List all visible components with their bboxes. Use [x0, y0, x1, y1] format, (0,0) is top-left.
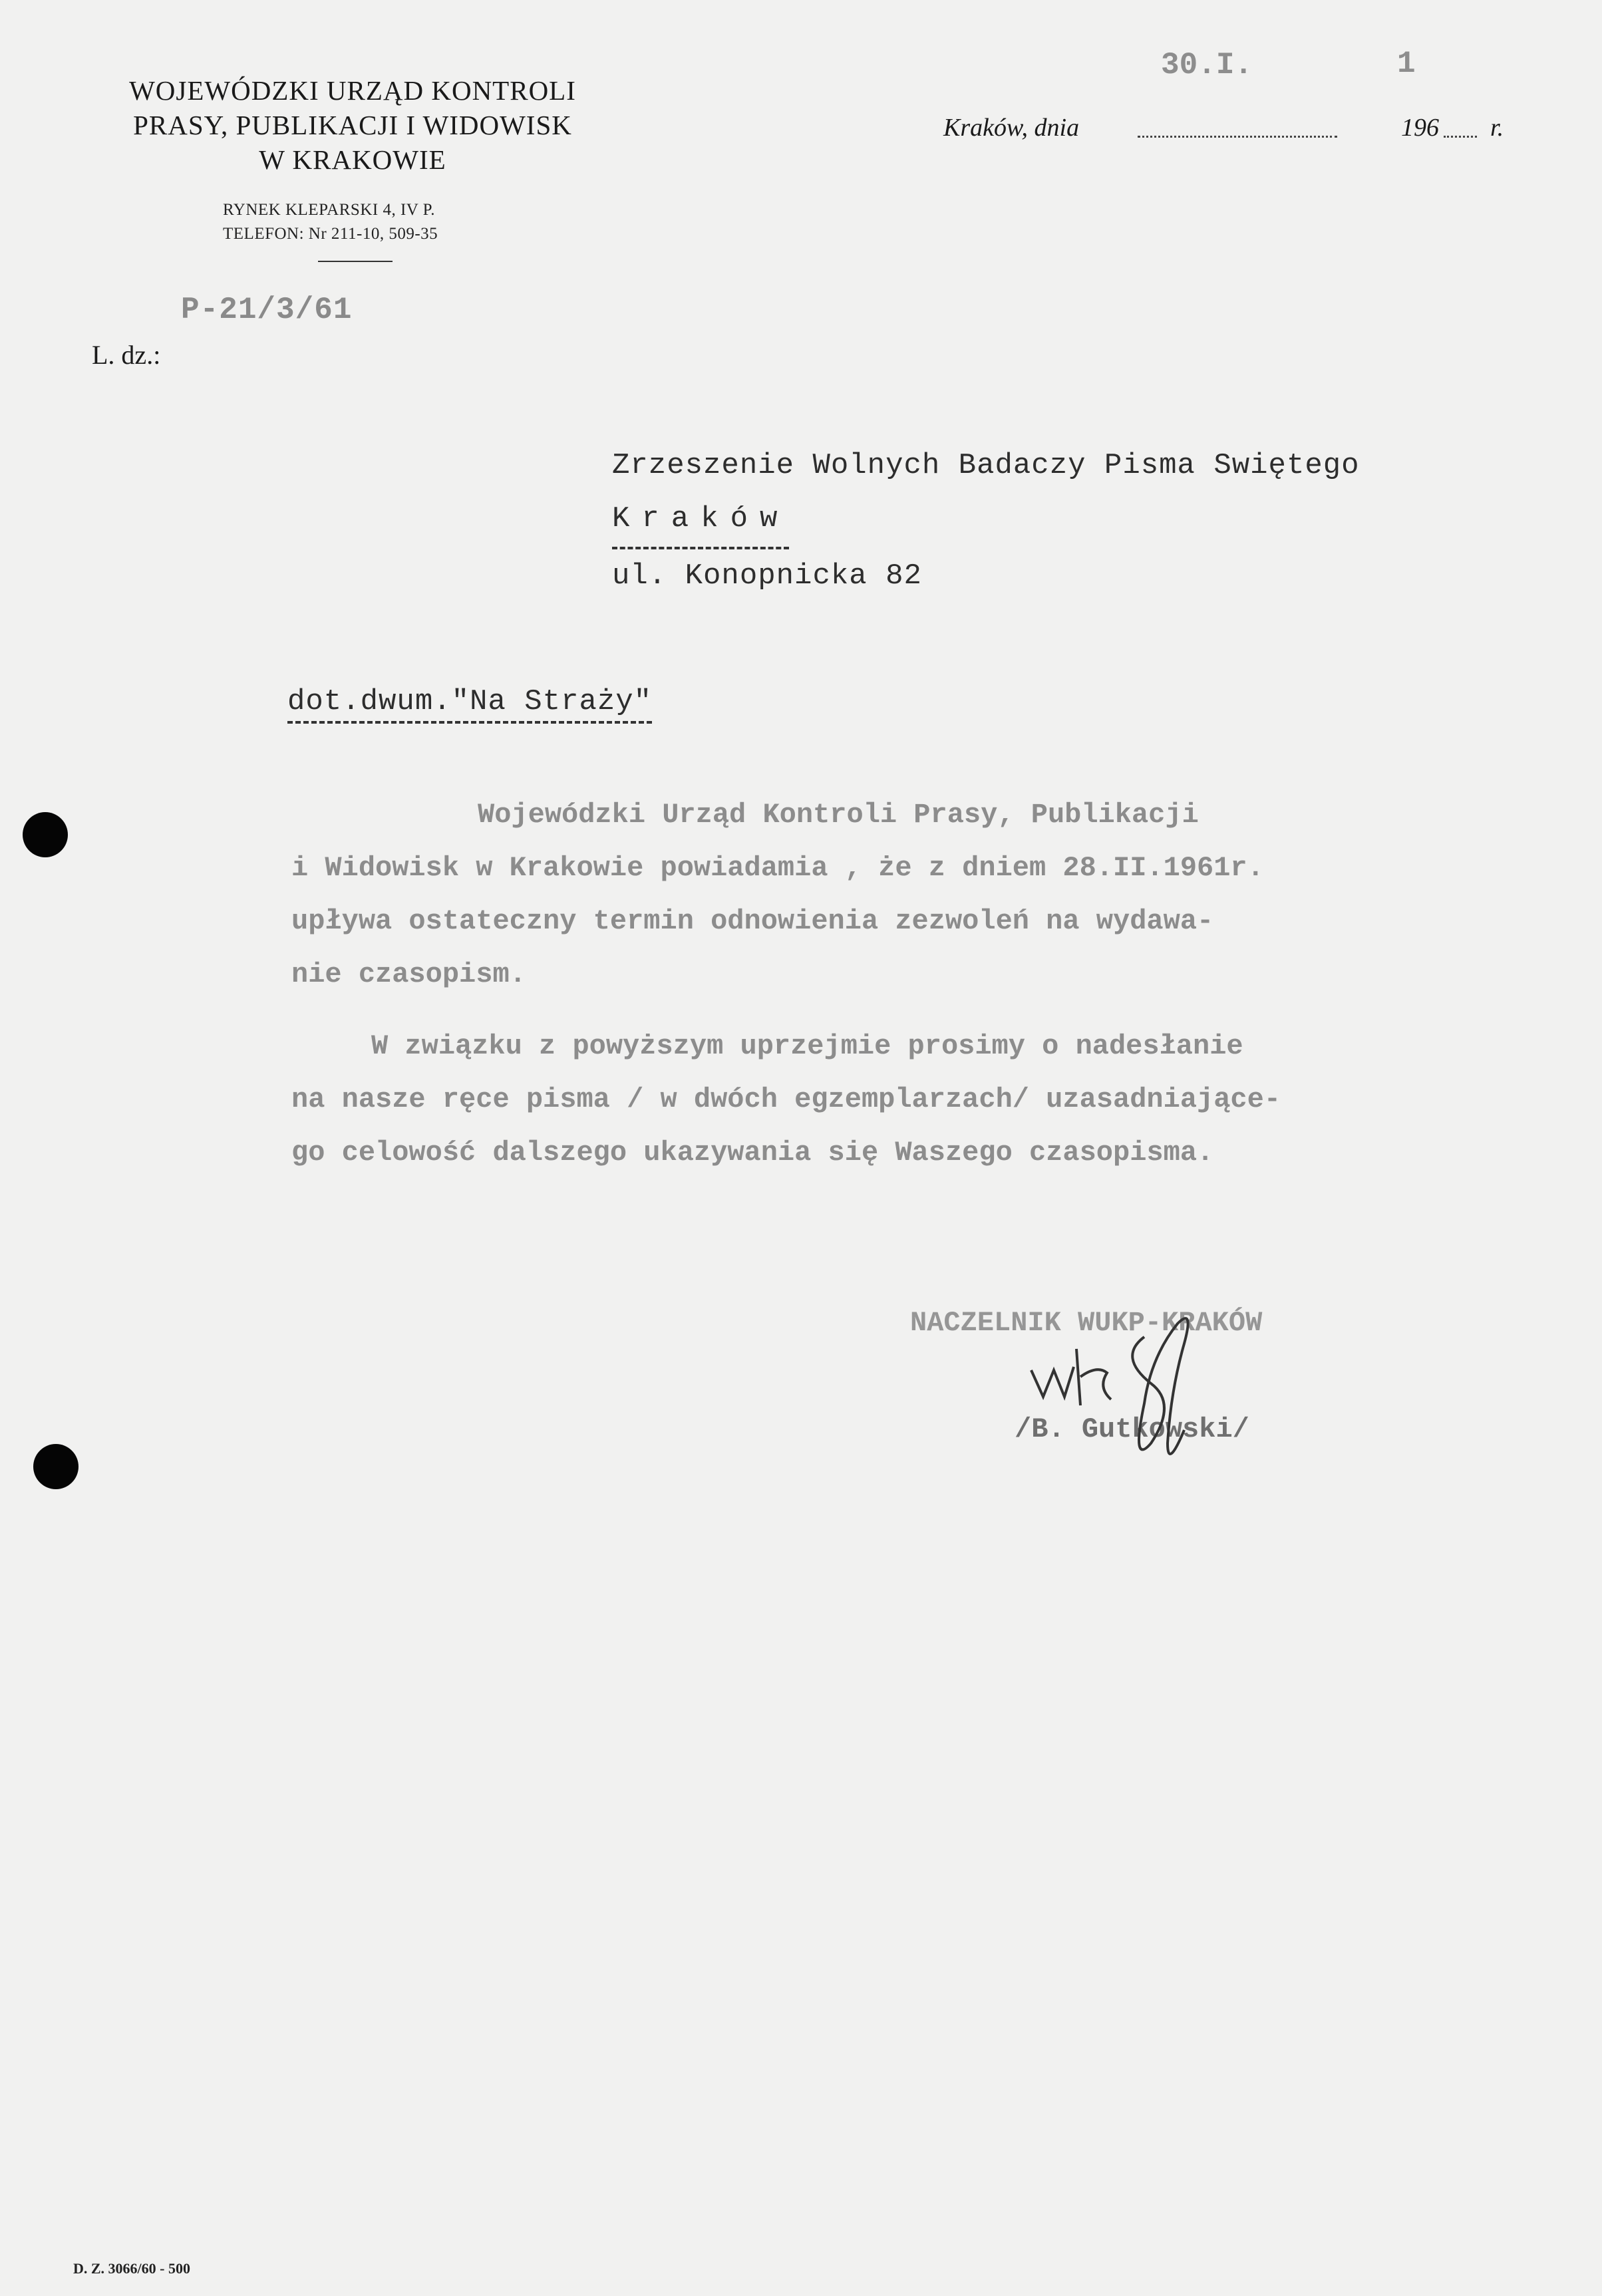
letterhead-divider [318, 261, 393, 262]
body-line: Wojewódzki Urząd Kontroli Prasy, Publikacji [478, 799, 1199, 831]
recipient-name: Zrzeszenie Wolnych Badaczy Pisma Swiętego [612, 449, 1360, 482]
punch-hole-top [23, 812, 68, 857]
recipient-city: Kraków [612, 492, 789, 549]
body-line: go celowość dalszego ukazywania się Waszego czasopisma. [291, 1137, 1214, 1169]
reference-number-stamp: P-21/3/61 [181, 293, 353, 327]
print-footer: D. Z. 3066/60 - 500 [73, 2260, 190, 2277]
date-year-blank [1444, 136, 1477, 138]
body-line: nie czasopism. [291, 958, 526, 990]
ldz-label: L. dz.: [92, 340, 161, 370]
letter-body [291, 788, 1489, 1179]
letterhead-address [223, 198, 438, 246]
date-line [943, 113, 1516, 146]
stamped-date: 30.I. [1161, 48, 1253, 82]
recipient-block [612, 439, 1360, 603]
recipient-street: ul. Konopnicka 82 [612, 559, 922, 593]
date-suffix: r. [1490, 114, 1504, 142]
letterhead-organization [53, 73, 652, 177]
body-line: upływa ostateczny termin odnowienia zezwoleń na wydawa- [291, 905, 1214, 937]
body-line: na nasze ręce pisma / w dwóch egzemplarzach/ uzasadniające- [291, 1083, 1281, 1115]
address-street: RYNEK KLEPARSKI 4, IV P. [223, 201, 436, 219]
signature-name: /B. Gutkowski/ [1015, 1413, 1249, 1445]
signature-title: NACZELNIK WUKP-KRAKÓW [910, 1307, 1263, 1339]
letterhead-line-1: WOJEWÓDZKI URZĄD KONTROLI [129, 75, 576, 106]
subject-line: dot.dwum."Na Straży" [287, 685, 652, 724]
punch-hole-bottom [33, 1444, 79, 1489]
handwritten-signature [1018, 1297, 1297, 1497]
body-line: i Widowisk w Krakowie powiadamia , że z dniem 28.II.1961r. [291, 852, 1264, 884]
address-phone: TELEFON: Nr 211-10, 509-35 [223, 225, 438, 243]
body-line: W związku z powyższym uprzejmie prosimy o nadesłanie [371, 1030, 1243, 1062]
letterhead-line-2: PRASY, PUBLIKACJI I WIDOWISK [133, 110, 572, 140]
stamped-day: 1 [1397, 47, 1416, 81]
date-city-label: Kraków, dnia [943, 114, 1080, 142]
letterhead-line-3: W KRAKOWIE [259, 144, 446, 175]
date-dotted-blank [1138, 136, 1337, 138]
date-year-prefix: 196 [1401, 114, 1439, 142]
